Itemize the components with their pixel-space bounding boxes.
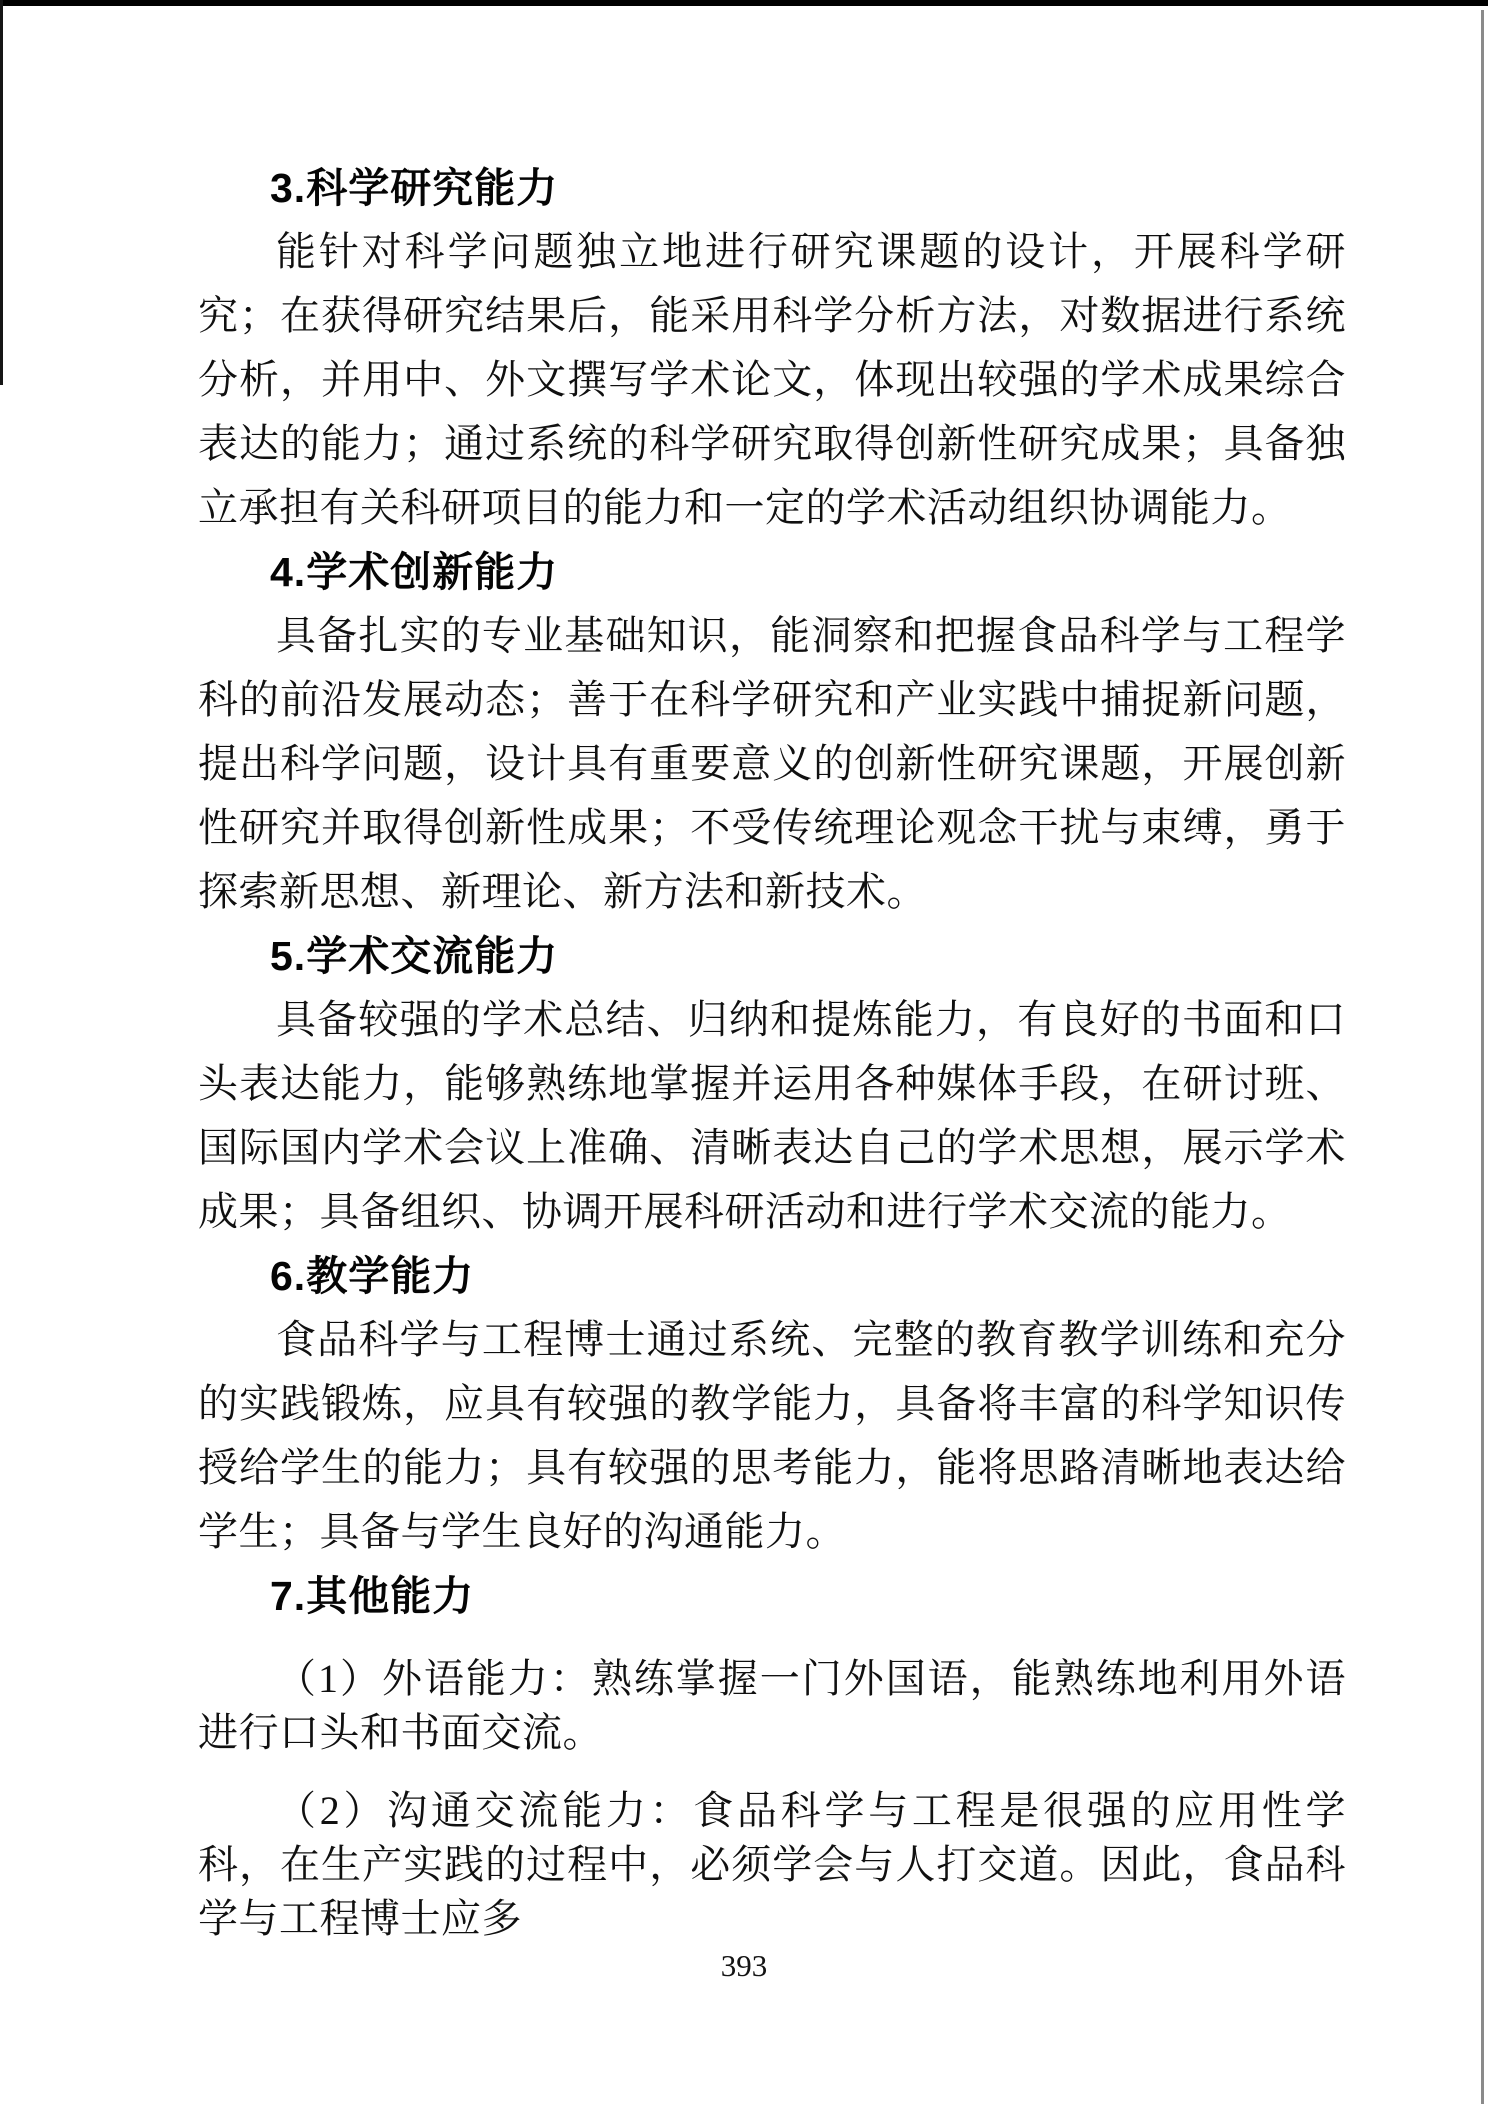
page-content — [198, 156, 1346, 1946]
scan-artifact-right-border — [1481, 10, 1484, 2104]
section-4-paragraph: 具备扎实的专业基础知识，能洞察和把握食品科学与工程学科的前沿发展动态；善于在科学研究和产业实践中捕捉新问题，提出科学问题，设计具有重要意义的创新性研究课题，开展创新性研究并取得创新性成果；不受传统理论观念干扰与束缚，勇于探索新思想、新理论、新方法和新技术。 — [198, 613, 1346, 914]
section-3-paragraph: 能针对科学问题独立地进行研究课题的设计，开展科学研究；在获得研究结果后，能采用科学分析方法，对数据进行系统分析，并用中、外文撰写学术论文，体现出较强的学术成果综合表达的能力；通过系统的科学研究取得创新性研究成果；具备独立承担有关科研项目的能力和一定的学术活动组织协调能力。 — [198, 229, 1346, 530]
section-heading-6: 6.教学能力 — [270, 1253, 475, 1299]
section-heading-5: 5.学术交流能力 — [270, 933, 559, 979]
section-heading-3: 3.科学研究能力 — [270, 165, 559, 211]
section-7-paragraph-1: （1）外语能力：熟练掌握一门外国语，能熟练地利用外语进行口头和书面交流。 — [198, 1656, 1346, 1755]
scan-artifact-top-border — [0, 0, 1488, 6]
section-5-paragraph: 具备较强的学术总结、归纳和提炼能力，有良好的书面和口头表达能力，能够熟练地掌握并运用各种媒体手段，在研讨班、国际国内学术会议上准确、清晰表达自己的学术思想，展示学术成果；具备组织、协调开展科研活动和进行学术交流的能力。 — [198, 997, 1346, 1234]
section-6-paragraph: 食品科学与工程博士通过系统、完整的教育教学训练和充分的实践锻炼，应具有较强的教学能力，具备将丰富的科学知识传授给学生的能力；具有较强的思考能力，能将思路清晰地表达给学生；具备与学生良好的沟通能力。 — [198, 1317, 1346, 1554]
section-heading-4: 4.学术创新能力 — [270, 549, 559, 595]
page-number: 393 — [720, 1948, 768, 1983]
scan-artifact-left-border — [0, 0, 3, 385]
section-7-paragraph-2: （2）沟通交流能力：食品科学与工程是很强的应用性学科，在生产实践的过程中，必须学会与人打交道。因此，食品科学与工程博士应多 — [198, 1788, 1346, 1941]
section-heading-7: 7.其他能力 — [270, 1573, 475, 1619]
